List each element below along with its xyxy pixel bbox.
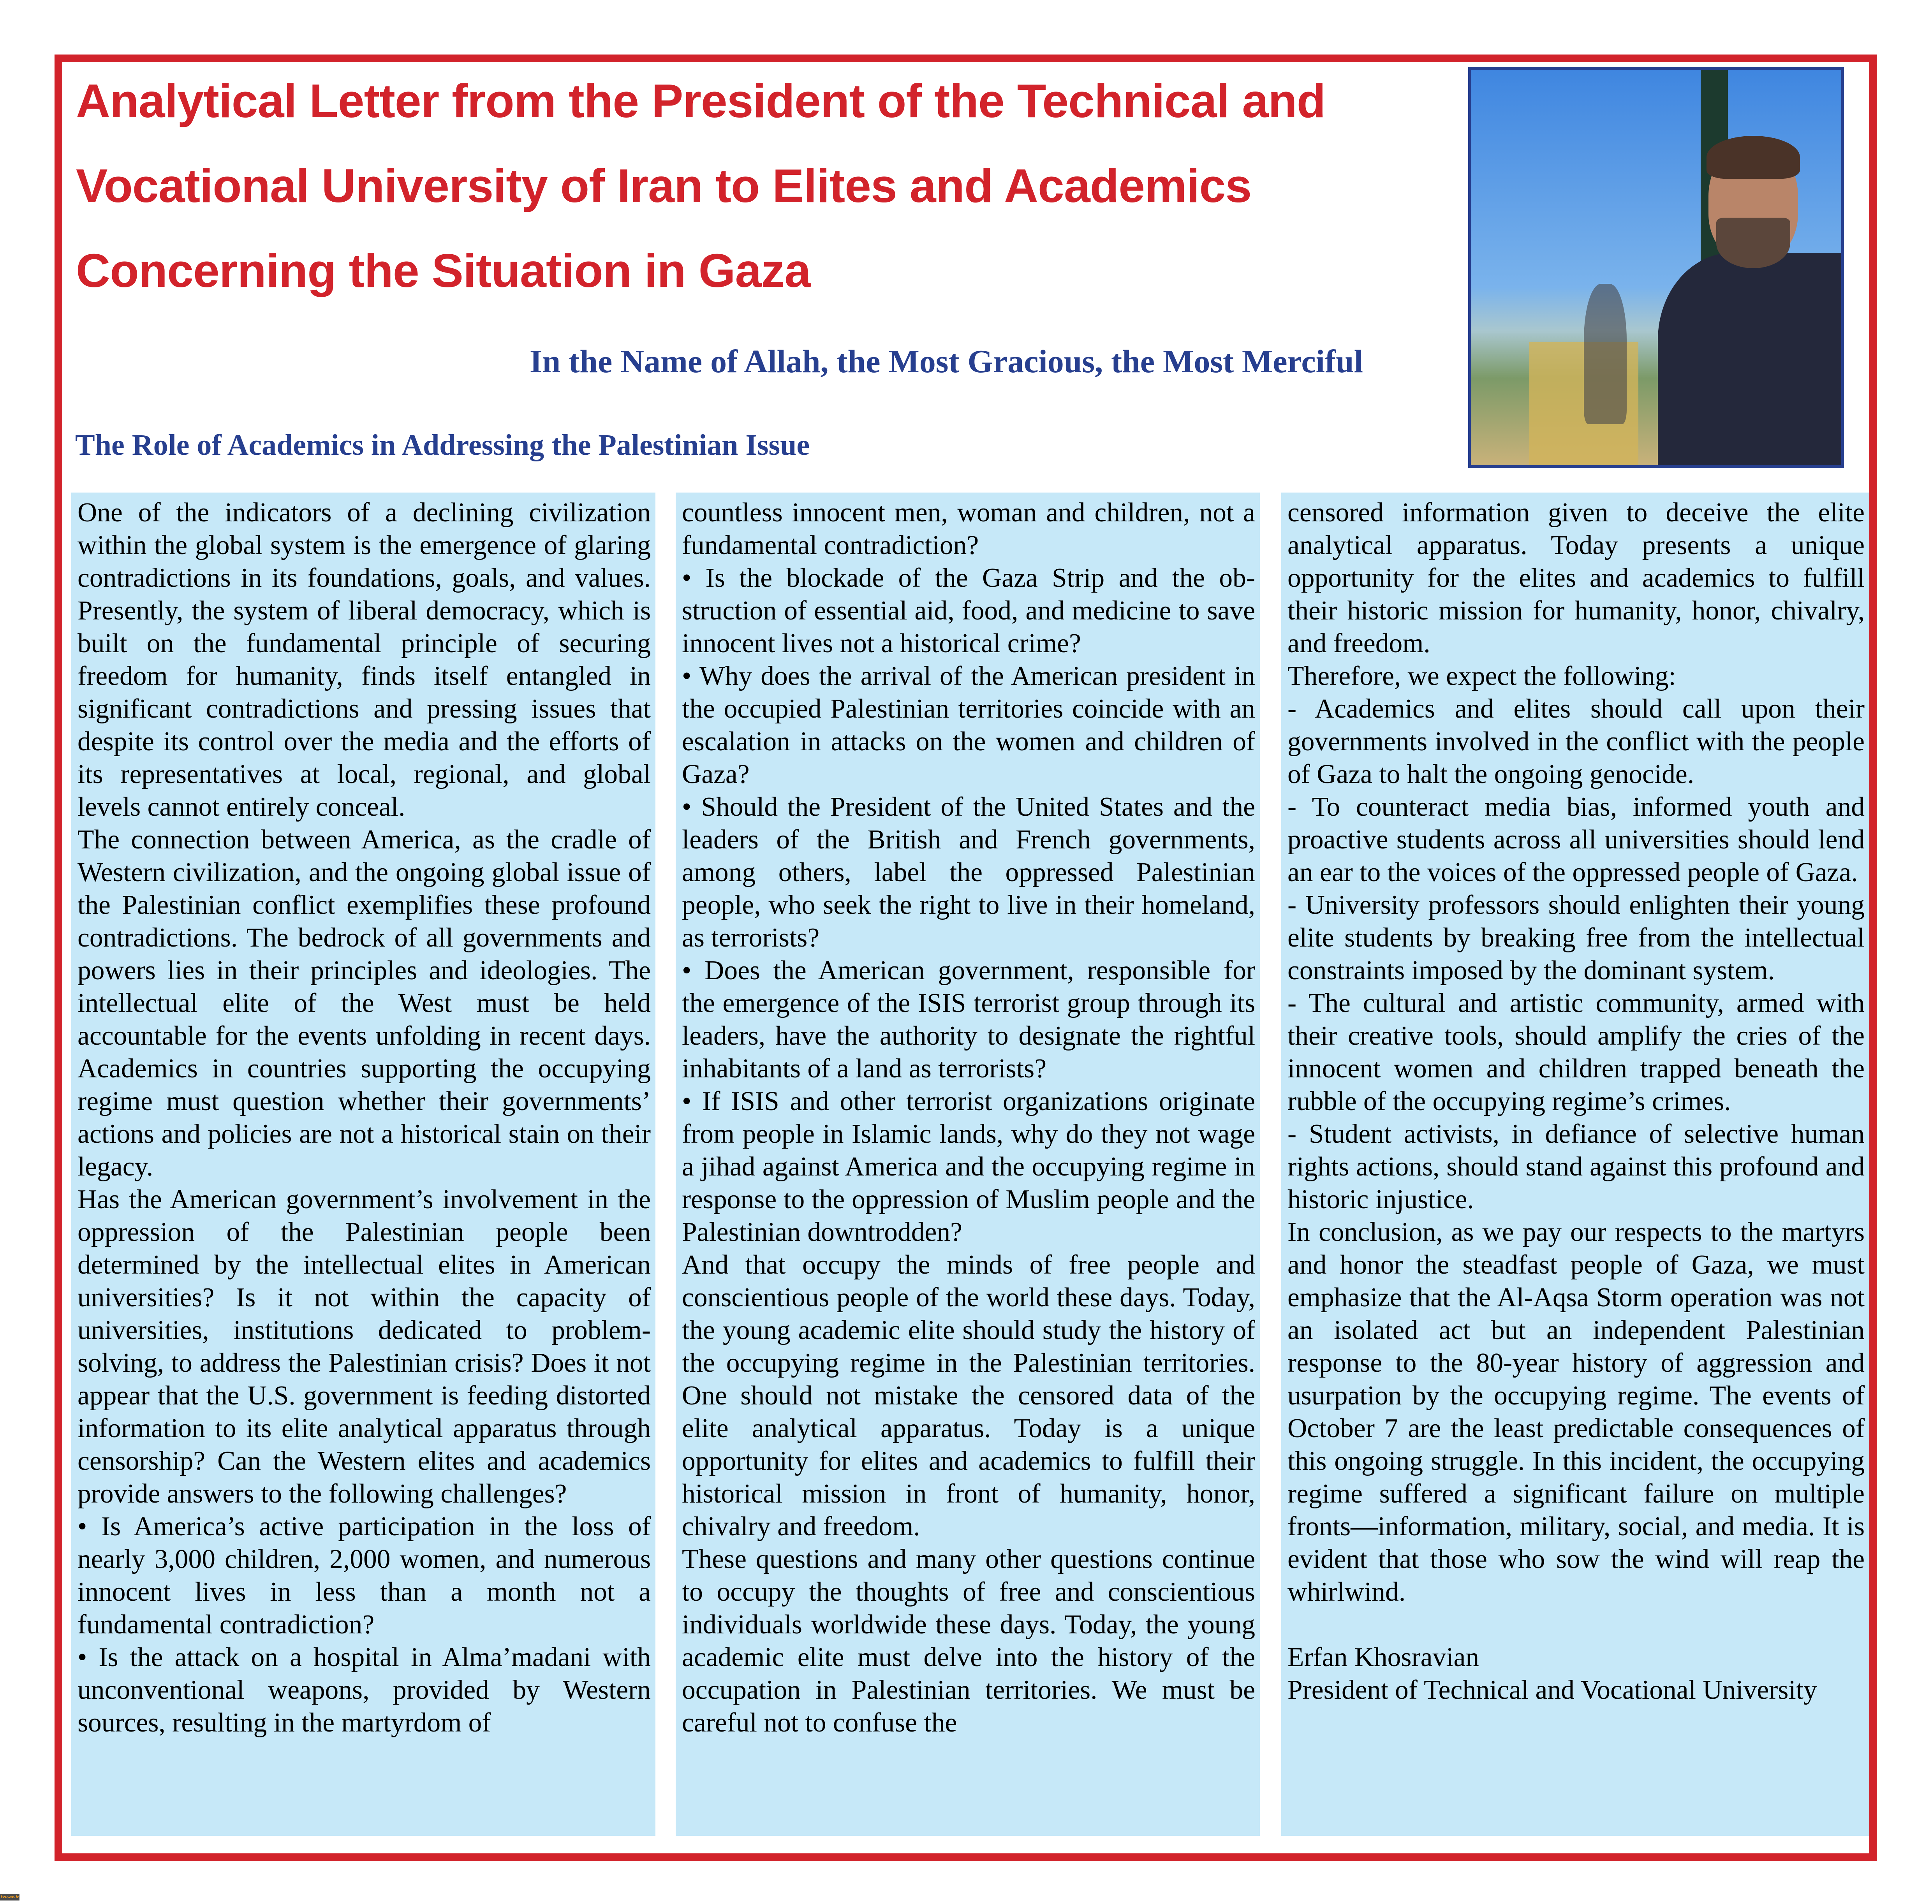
bullet-question: • Why does the arrival of the American president in the occupied Palestinian territories coincide with an escalation in attacks on the women and children of Gaza?	[682, 661, 1255, 789]
text-column-3	[1281, 493, 1869, 1836]
paragraph: censored information given to deceive the elite analytical apparatus. Today presents a unique opportunity for the elites and academics to fulfill their historic mission for humanity, honor, chivalry, and freedom.	[1287, 498, 1865, 658]
paragraph: The connection between America, as the cradle of Western civilization, and the ongoing global issue of the Palestinian conflict exemplifies these profound contradictions. The bedrock of all governments and powers lies in their principles and ideologies. The intellectual elite of the West must be held accountable for the events unfolding in recent days. Academics in countries supporting the occupying regime must question whether their governments’ actions and policies are not a historical stain on their legacy.	[77, 825, 651, 1182]
paragraph: These questions and many other questions continue to occupy the thoughts of free and conscientious individuals worldwide these days. Today, the young academic elite must delve into the history of the occupation in Palestinian territories. We must be careful not to confuse the	[682, 1544, 1255, 1738]
site-watermark: tvu.ac.ir	[0, 1894, 19, 1900]
section-subheading: The Role of Academics in Addressing the Palestinian Issue	[75, 429, 810, 461]
expectation-item: - To counteract media bias, informed youth and proactive students across all universities should lend an ear to the voices of the oppressed people of Gaza.	[1287, 792, 1865, 887]
photo-beard	[1716, 218, 1790, 268]
bullet-question: • Is the blockade of the Gaza Strip and the obstruction of essential aid, food, and medicine to save innocent lives not a historical crime?	[682, 563, 1255, 658]
paragraph: In conclusion, as we pay our respects to the martyrs and honor the steadfast people of Gaza, we must emphasize that the Al-Aqsa Storm operation was not an isolated act but an independent Palestinian response to the 80-year history of aggression and usurpation by the occupying regime. The events of October 7 are the least predictable consequences of this ongoing struggle. In this incident, the occupying regime suffered a significant failure on multiple fronts—information, military, social, and media. It is evident that those who sow the wind will reap the whirlwind.	[1287, 1217, 1865, 1607]
bullet-question: • Does the American government, responsible for the emergence of the ISIS terrorist group through its leaders, have the authority to designate the rightful inhabitants of a land as terrorists?	[682, 956, 1255, 1084]
signature-name: Erfan Khosravian	[1287, 1642, 1479, 1672]
paragraph: And that occupy the minds of free people and conscientious people of the world these days. Today, the young academic elite should study the history of the occupying regime in the Palestinian territories. One should not mistake the censored data of the elite analytical apparatus. Today is a unique opportunity for elites and academics to fulfill their historical mission in front of humanity, honor, chivalry and freedom.	[682, 1250, 1255, 1542]
paragraph: One of the indicators of a declining civilization within the global system is the emergence of glaring contradictions in its foundations, goals, and values. Presently, the system of liberal democracy, which is built on the fundamental principle of securing freedom for humanity, finds itself entangled in significant contradictions and pressing issues that despite its control over the media and the efforts of its representatives at local, regional, and global levels cannot entirely conceal.	[77, 498, 651, 822]
expectation-item: - University professors should enlighten their young elite students by breaking free from the intellectual constraints imposed by the dominant system.	[1287, 890, 1865, 985]
text-column-2	[676, 493, 1260, 1836]
bullet-question: • Is America’s active participation in the loss of nearly 3,000 children, 2,000 women, and numerous innocent lives in less than a month not a fundamental contradiction?	[77, 1512, 651, 1640]
bullet-question: • Is the attack on a hospital in Alma’madani with unconventional weapons, provided by Western sources, resulting in the martyrdom of	[77, 1642, 651, 1738]
president-photo	[1468, 67, 1844, 468]
letter-title	[76, 58, 1420, 313]
signature-role: President of Technical and Vocational University	[1287, 1675, 1817, 1705]
photo-suit	[1658, 253, 1844, 468]
title-line: Concerning the Situation in Gaza	[76, 244, 811, 297]
paragraph: Therefore, we expect the following:	[1287, 661, 1676, 691]
expectation-item: - The cultural and artistic community, armed with their creative tools, should amplify the cries of the innocent women and children trapped beneath the rubble of the occupying regime’s crimes.	[1287, 988, 1865, 1116]
paragraph: Has the American government’s involvement in the oppression of the Palestinian people been determined by the intellectual elites in American universities? Is it not within the capacity of universities, institutions dedicated to problem-solving, to address the Palestinian crisis? Does it not appear that the U.S. government is feeding distorted information to its elite analytical apparatus through censorship? Can the Western elites and academics provide answers to the following challenges?	[77, 1184, 651, 1509]
expectation-item: - Academics and elites should call upon their governments involved in the conflict with the people of Gaza to halt the ongoing genocide.	[1287, 694, 1865, 789]
signature-block	[1287, 1641, 1865, 1707]
paragraph: countless innocent men, woman and children, not a fundamental contradiction?	[682, 498, 1255, 560]
bullet-question: • If ISIS and other terrorist organizations originate from people in Islamic lands, why do they not wage a jihad against America and the occupying regime in response to the oppression of Muslim people and the Palestinian downtrodden?	[682, 1086, 1255, 1247]
basmala-heading: In the Name of Allah, the Most Gracious, the Most Merciful	[529, 343, 1363, 380]
photo-background-statue	[1584, 284, 1627, 424]
text-column-1	[71, 493, 655, 1836]
bullet-question: • Should the President of the United States and the leaders of the British and French governments, among others, label the oppressed Palestinian people, who seek the right to live in their homeland, as terrorists?	[682, 792, 1255, 953]
title-line: Vocational University of Iran to Elites and Academics	[76, 159, 1252, 212]
photo-hair	[1707, 136, 1800, 179]
expectation-item: - Student activists, in defiance of selective human rights actions, should stand against this profound and historic injustice.	[1287, 1119, 1865, 1214]
title-line: Analytical Letter from the President of the Technical and	[76, 74, 1326, 127]
